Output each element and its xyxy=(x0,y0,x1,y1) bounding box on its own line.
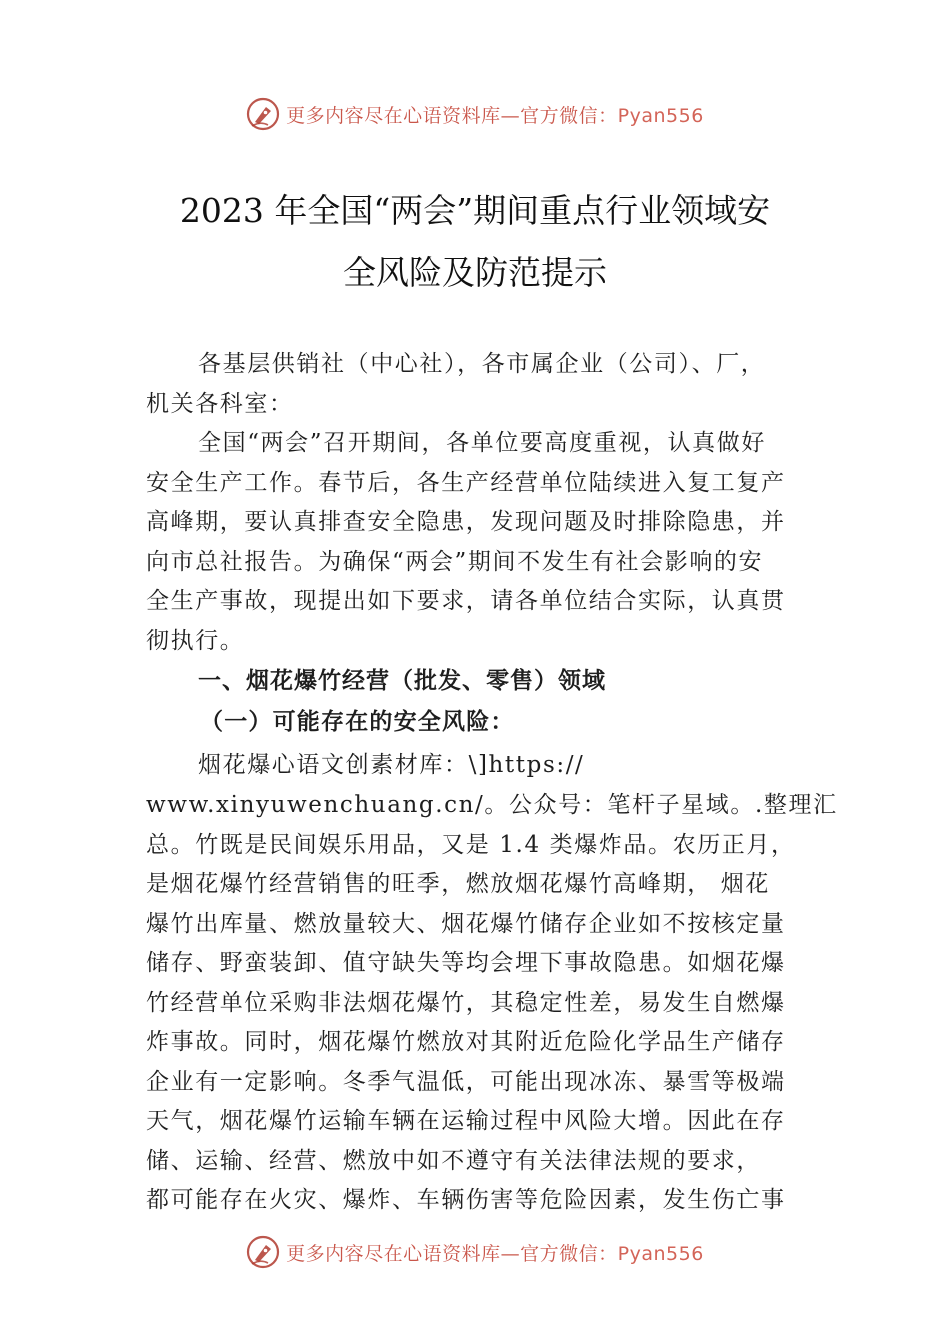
body-line: 储、运输、经营、燃放中如不遵守有关法律法规的要求， xyxy=(146,1148,761,1174)
wechat-id: Pyan556 xyxy=(617,104,704,127)
body-line: 全生产事故，现提出如下要求，请各单位结合实际，认真贯 xyxy=(146,588,786,614)
document-title-line-1: 2023 年全国“两会”期间重点行业领域安 xyxy=(179,191,771,230)
subsection-heading: （一）可能存在的安全风险： xyxy=(200,708,515,735)
pen-nib-logo-icon xyxy=(246,1235,280,1269)
wechat-id: Pyan556 xyxy=(617,1242,704,1265)
body-line: 全国“两会”召开期间，各单位要高度重视，认真做好 xyxy=(198,430,766,456)
body-line: 是烟花爆竹经营销售的旺季，燃放烟花爆竹高峰期， 烟花 xyxy=(146,871,770,897)
salutation-line: 各基层供销社（中心社），各市属企业（公司）、厂， xyxy=(198,351,766,377)
body-line: 彻执行。 xyxy=(146,628,245,654)
body-line: www.xinyuwenchuang.cn/。公众号：笔杆子星域。.整理汇 xyxy=(146,792,838,818)
document-title-line-2: 全风险及防范提示 xyxy=(343,253,607,292)
body-line: 安全生产工作。春节后，各生产经营单位陆续进入复工复产 xyxy=(146,470,786,496)
body-line: 炸事故。同时，烟花爆竹燃放对其附近危险化学品生产储存 xyxy=(146,1029,786,1055)
body-line: 向市总社报告。为确保“两会”期间不发生有社会影响的安 xyxy=(146,549,764,575)
body-line: 竹经营单位采购非法烟花爆竹，其稳定性差，易发生自燃爆 xyxy=(146,990,786,1016)
watermark-text: 更多内容尽在心语资料库—官方微信：Pyan556 xyxy=(286,1242,704,1265)
watermark-banner-top xyxy=(0,94,950,134)
pen-nib-logo-icon xyxy=(246,97,280,131)
salutation-line: 机关各科室： xyxy=(146,391,294,417)
body-line: 天气，烟花爆竹运输车辆在运输过程中风险大增。因此在存 xyxy=(146,1108,786,1134)
body-line: 烟花爆心语文创素材库：\]https:// xyxy=(198,752,585,778)
watermark-text: 更多内容尽在心语资料库—官方微信：Pyan556 xyxy=(286,104,704,127)
body-line: 高峰期，要认真排查安全隐患，发现问题及时排除隐患，并 xyxy=(146,509,786,535)
watermark-banner-bottom xyxy=(0,1232,950,1272)
body-line: 总。竹既是民间娱乐用品，又是 1.4 类爆炸品。农历正月， xyxy=(146,832,796,858)
section-heading: 一、烟花爆竹经营（批发、零售）领域 xyxy=(198,668,606,694)
body-line: 储存、野蛮装卸、值守缺失等均会埋下事故隐患。如烟花爆 xyxy=(146,950,786,976)
body-line: 爆竹出库量、燃放量较大、烟花爆竹储存企业如不按核定量 xyxy=(146,911,786,937)
body-line: 都可能存在火灾、爆炸、车辆伤害等危险因素，发生伤亡事 xyxy=(146,1187,786,1213)
body-line: 企业有一定影响。冬季气温低，可能出现冰冻、暴雪等极端 xyxy=(146,1069,786,1095)
